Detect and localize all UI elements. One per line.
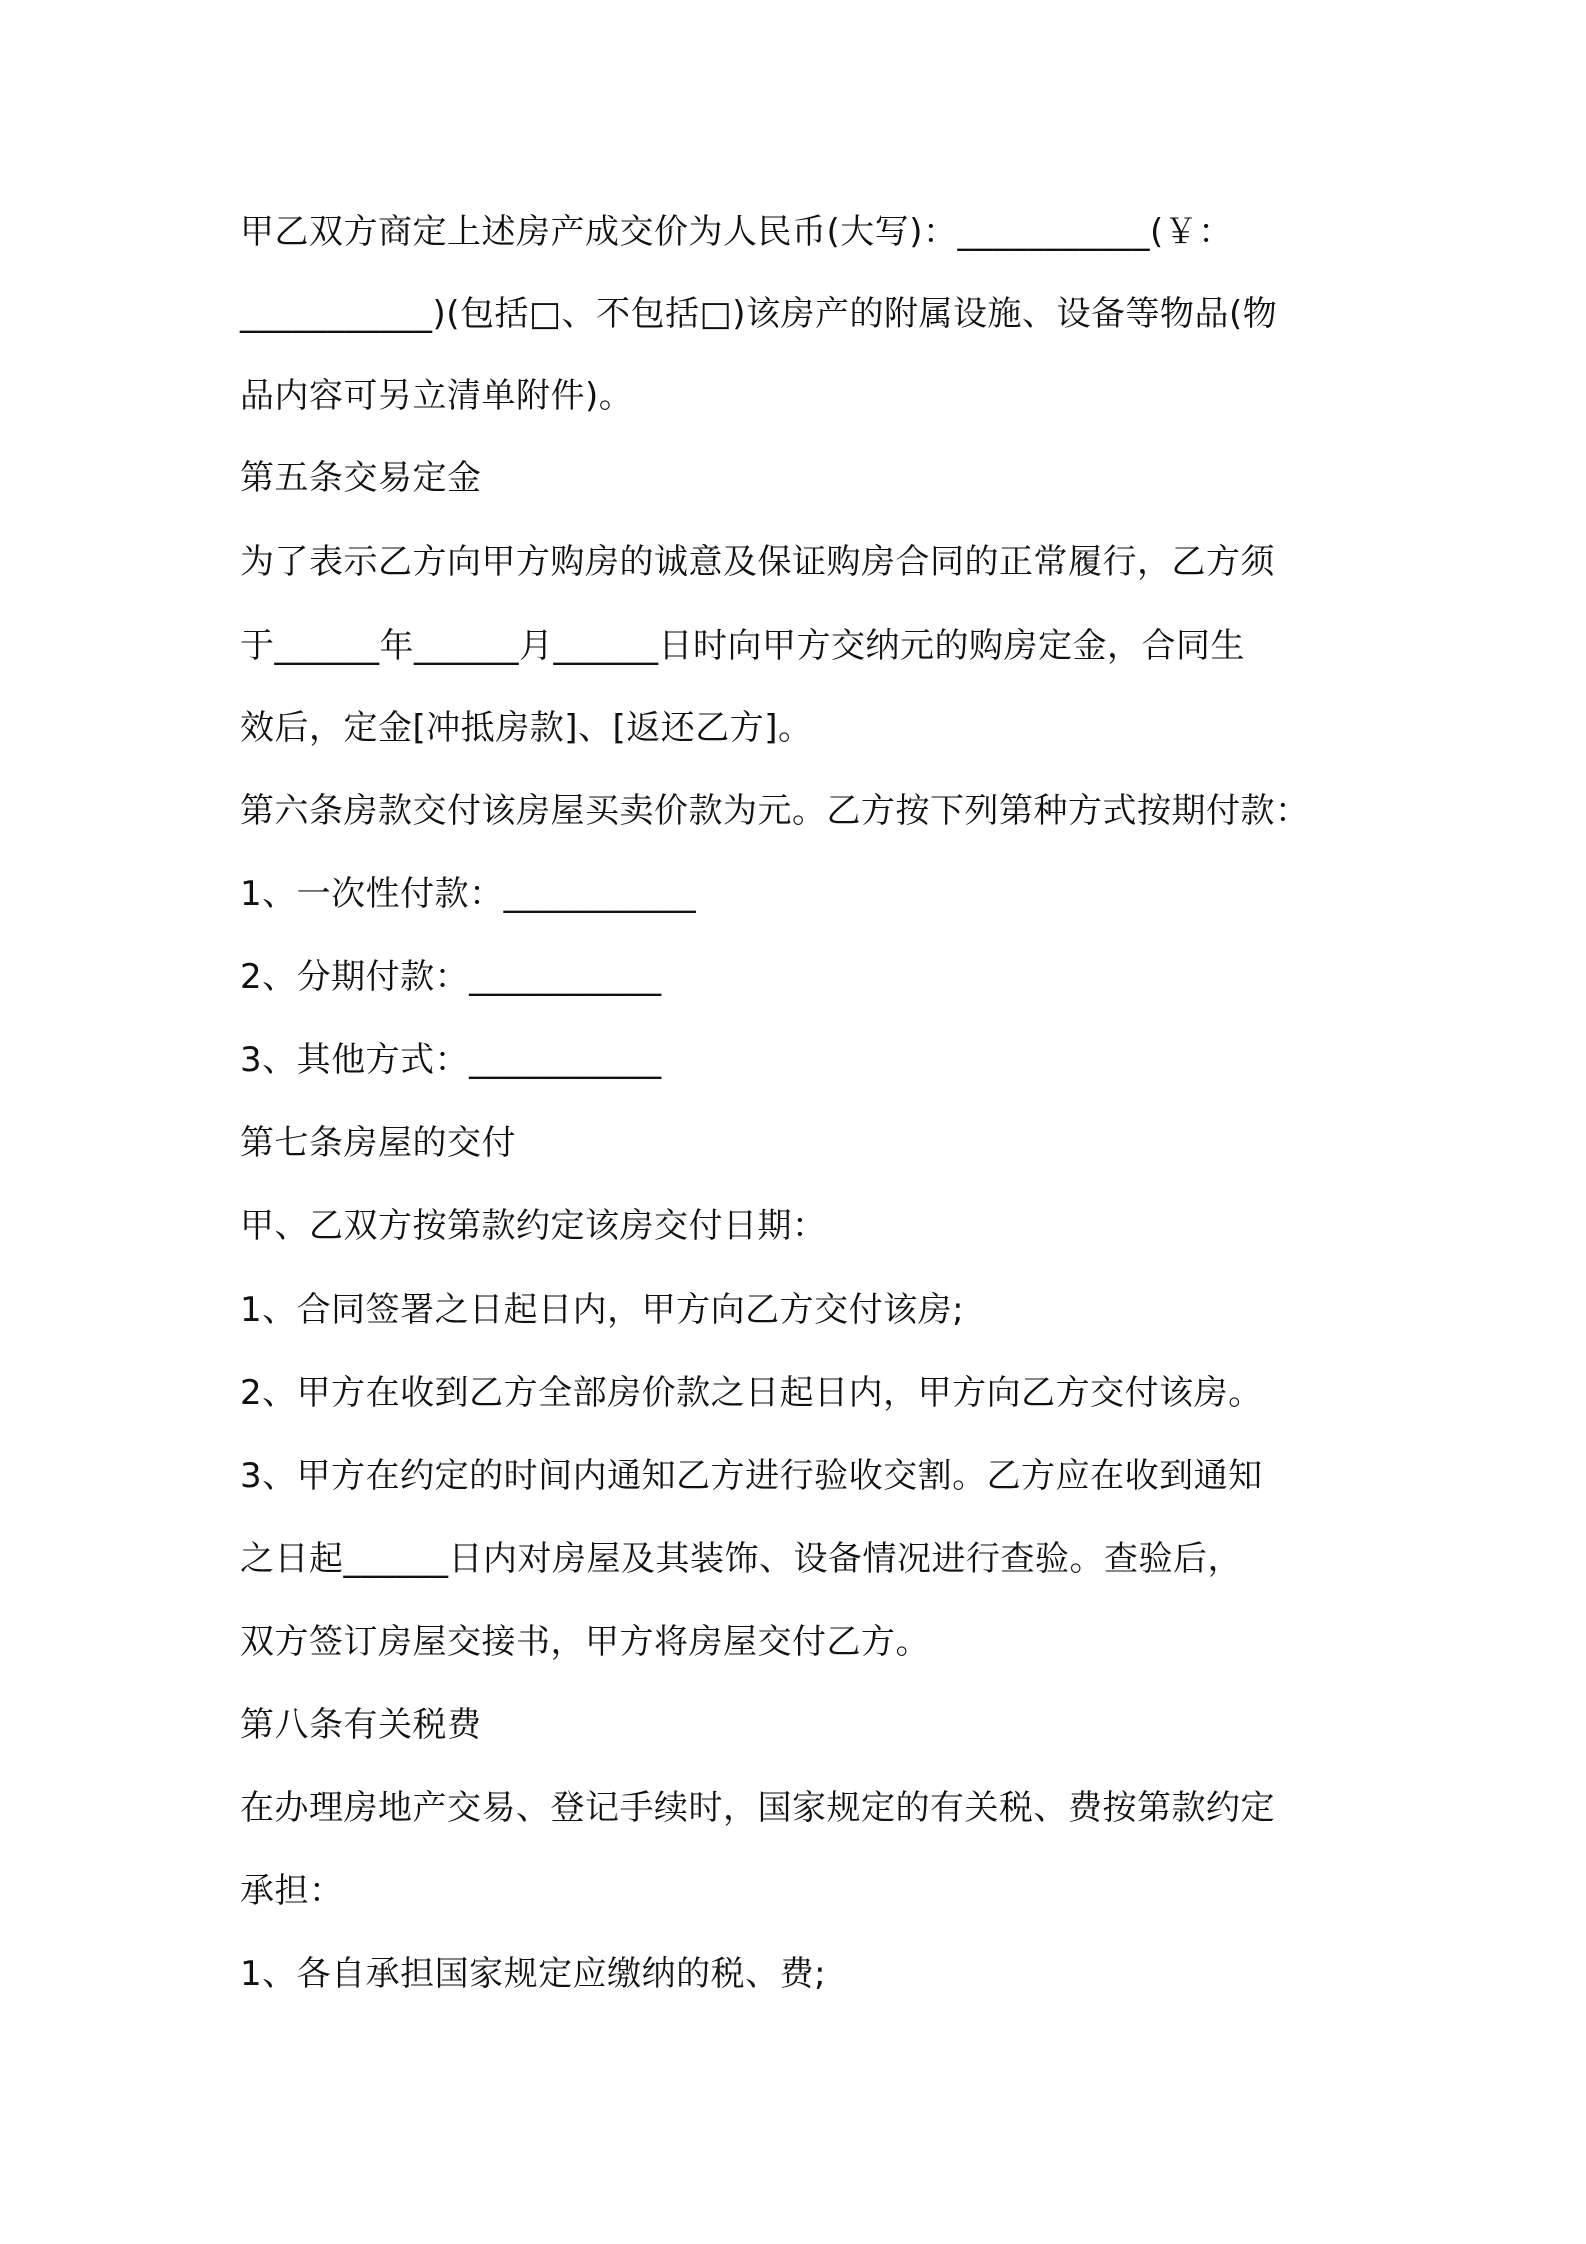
section-heading: 第五条交易定金: [240, 458, 482, 498]
text-line: 双方签订房屋交接书，甲方将房屋交付乙方。: [240, 1622, 930, 1662]
text-line: 为了表示乙方向甲方购房的诚意及保证购房合同的正常履行，乙方须: [240, 542, 1275, 582]
text-line: 第六条房款交付该房屋买卖价款为元。乙方按下列第种方式按期付款：: [240, 791, 1310, 831]
list-item: 2、甲方在收到乙方全部房价款之日起日内，甲方向乙方交付该房。: [240, 1373, 1263, 1413]
text-line: 在办理房地产交易、登记手续时，国家规定的有关税、费按第款约定: [240, 1788, 1275, 1828]
section-heading: 第七条房屋的交付: [240, 1123, 516, 1163]
list-item: 1、合同签署之日起日内，甲方向乙方交付该房;: [240, 1290, 965, 1330]
text-line: 品内容可另立清单附件)。: [240, 376, 634, 416]
list-item: 3、其他方式：___________: [240, 1040, 662, 1080]
text-line: ___________)(包括□、不包括□)该房产的附属设施、设备等物品(物: [240, 294, 1278, 334]
text-line: 承担：: [240, 1871, 344, 1911]
list-item: 2、分期付款：___________: [240, 957, 662, 997]
text-line: 效后，定金[冲抵房款]、[返还乙方]。: [240, 708, 813, 748]
section-heading: 第八条有关税费: [240, 1705, 482, 1745]
list-item: 3、甲方在约定的时间内通知乙方进行验收交割。乙方应在收到通知: [240, 1456, 1263, 1496]
list-item: 1、一次性付款：___________: [240, 874, 697, 914]
text-line: 甲、乙双方按第款约定该房交付日期：: [240, 1206, 827, 1246]
text-line: 之日起______日内对房屋及其装饰、设备情况进行查验。查验后，: [240, 1539, 1242, 1579]
list-item: 1、各自承担国家规定应缴纳的税、费;: [240, 1954, 827, 1994]
text-line: 甲乙双方商定上述房产成交价为人民币(大写)：___________(￥：: [240, 212, 1233, 252]
text-line: 于______年______月______日时向甲方交纳元的购房定金，合同生: [240, 626, 1245, 666]
